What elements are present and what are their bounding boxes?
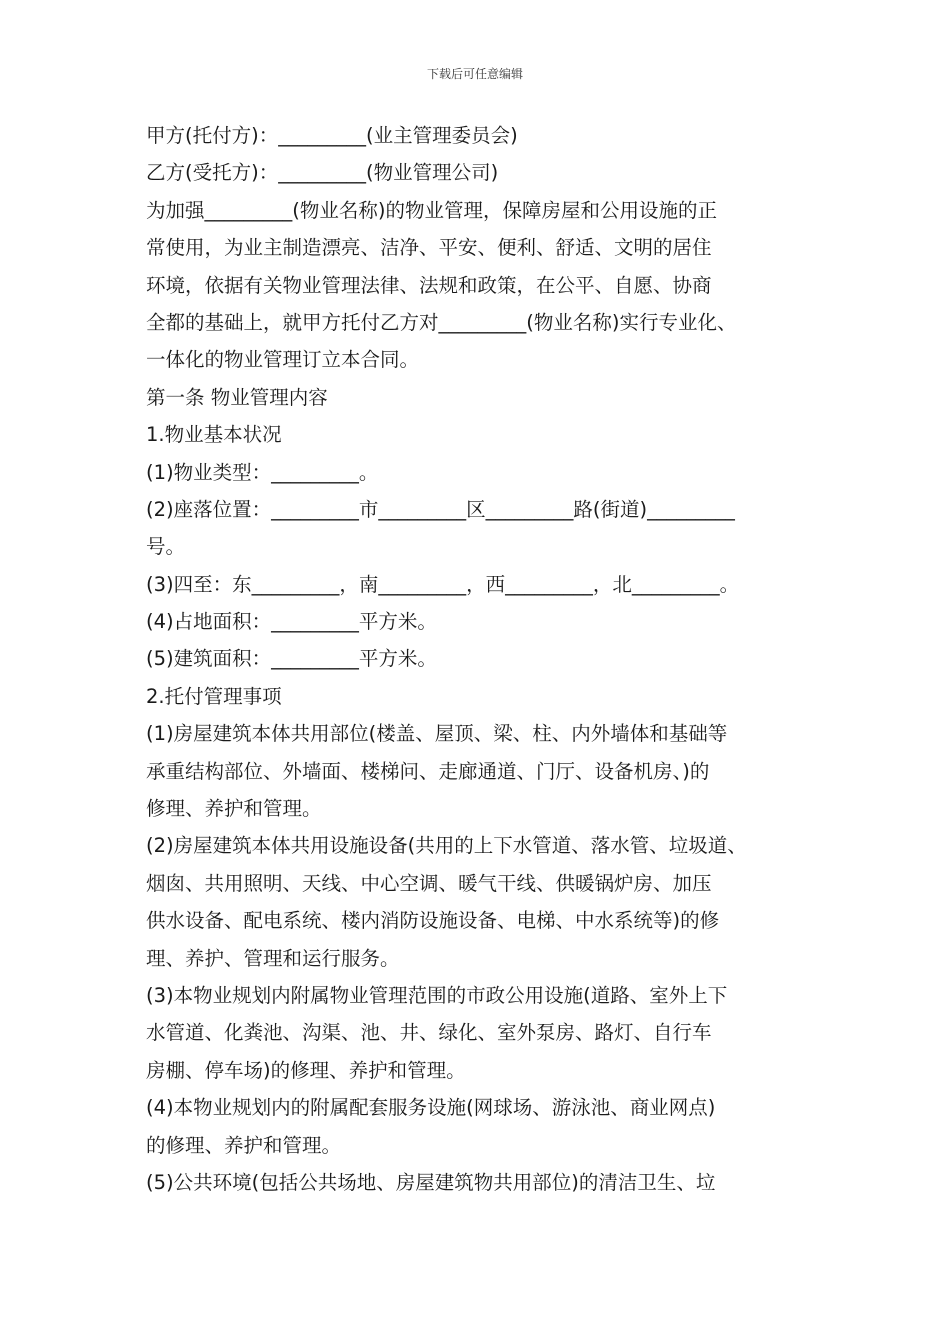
clause-line: (3)四至：东_________，南_________，西_________，北_________。 xyxy=(146,572,740,596)
clause-line: 承重结构部位、外墙面、楼梯问、走廊通道、门厅、设备机房、)的 xyxy=(146,759,710,783)
clause-line: 房棚、停车场)的修理、养护和管理。 xyxy=(146,1058,466,1082)
clause-line: (4)占地面积：_________平方米。 xyxy=(146,610,437,634)
clause-line: (5)建筑面积：_________平方米。 xyxy=(146,647,437,671)
clause-line: 理、养护、管理和运行服务。 xyxy=(146,946,400,970)
clause-line: (1)房屋建筑本体共用部位(楼盖、屋顶、梁、柱、内外墙体和基础等 xyxy=(146,722,728,746)
clause-line: 烟囱、共用照明、天线、中心空调、暖气干线、供暖锅炉房、加压 xyxy=(146,871,712,895)
preamble-line: 为加强_________(物业名称)的物业管理，保障房屋和公用设施的正 xyxy=(146,198,717,222)
document-body xyxy=(146,117,836,1201)
preamble-line: 全都的基础上，就甲方托付乙方对_________(物业名称)实行专业化、 xyxy=(146,310,737,334)
clause-line: 的修理、养护和管理。 xyxy=(146,1133,342,1157)
clause-line: (2)座落位置：_________市_________区_________路(街道)_________ xyxy=(146,497,735,521)
clause-line: (1)物业类型：_________。 xyxy=(146,460,379,484)
clause-line: (3)本物业规划内附属物业管理范围的市政公用设施(道路、室外上下 xyxy=(146,983,728,1007)
clause-line: 号。 xyxy=(146,535,186,559)
section-heading: 2.托付管理事项 xyxy=(146,684,282,708)
preamble-line: 一体化的物业管理订立本合同。 xyxy=(146,348,420,372)
clause-line: 修理、养护和管理。 xyxy=(146,797,322,821)
preamble-line: 环境，依据有关物业管理法律、法规和政策，在公平、自愿、协商 xyxy=(146,273,712,297)
section-heading: 1.物业基本状况 xyxy=(146,423,282,447)
clause-line: (5)公共环境(包括公共场地、房屋建筑物共用部位)的清洁卫生、垃 xyxy=(146,1170,716,1194)
clause-line: (2)房屋建筑本体共用设施设备(共用的上下水管道、落水管、垃圾道、 xyxy=(146,834,747,858)
preamble-line: 常使用，为业主制造漂亮、洁净、平安、便利、舒适、文明的居住 xyxy=(146,236,712,260)
party-b-line: 乙方(受托方)：_________(物业管理公司) xyxy=(146,161,499,185)
article-heading: 第一条 物业管理内容 xyxy=(146,385,328,409)
clause-line: 水管道、化粪池、沟渠、池、井、绿化、室外泵房、路灯、自行车 xyxy=(146,1021,712,1045)
clause-line: (4)本物业规划内的附属配套服务设施(网球场、游泳池、商业网点) xyxy=(146,1096,716,1120)
party-a-line: 甲方(托付方)：_________(业主管理委员会) xyxy=(146,124,518,147)
clause-line: 供水设备、配电系统、楼内消防设施设备、电梯、中水系统等)的修 xyxy=(146,909,720,933)
page-header: 下载后可任意编辑 xyxy=(426,67,523,81)
